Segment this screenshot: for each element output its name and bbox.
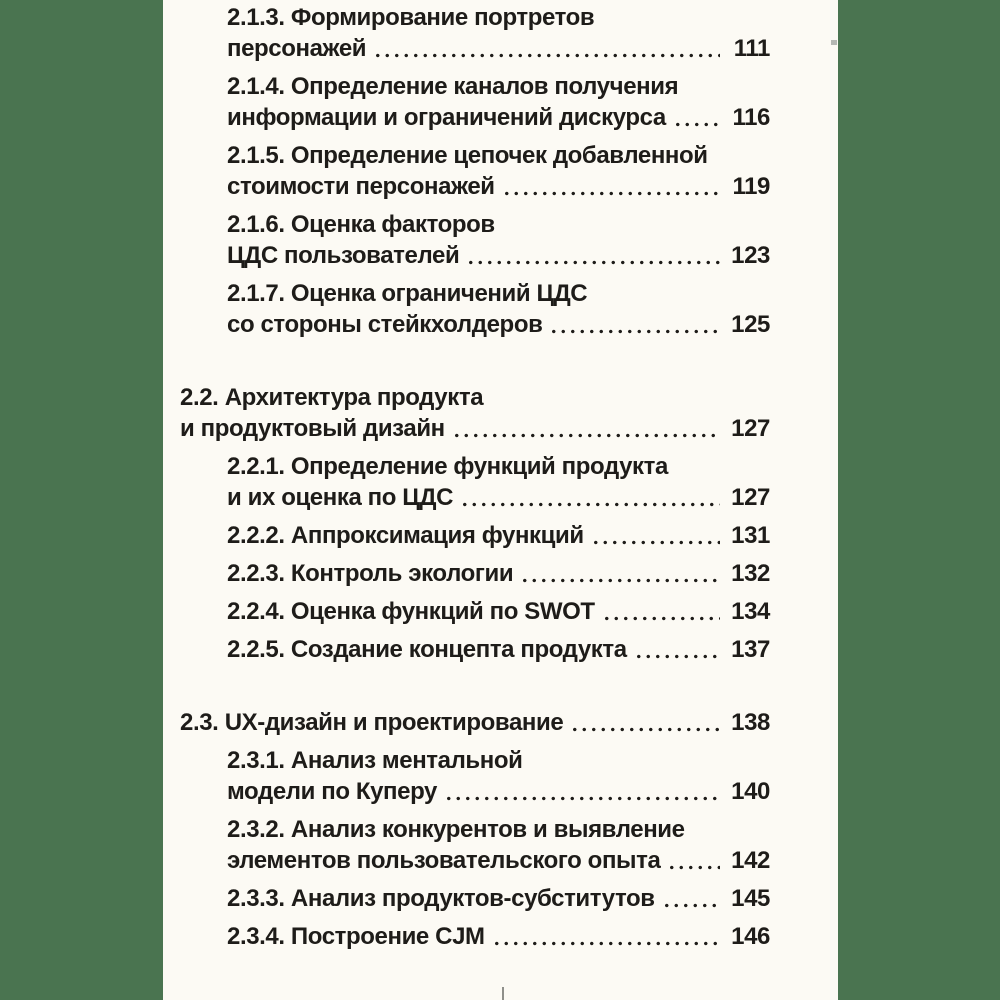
toc-line <box>227 171 770 202</box>
toc-entry <box>227 921 770 952</box>
dot-leader <box>444 795 720 802</box>
toc-entry-title: 2.3.1. Анализ ментальной <box>227 747 523 774</box>
dot-leader <box>667 864 720 871</box>
toc-entry-title: 2.2. Архитектура продукта <box>180 384 484 411</box>
toc-entry-title: и продуктовый дизайн <box>180 415 445 442</box>
toc-line <box>227 921 770 952</box>
toc-entry-title: со стороны стейкхолдеров <box>227 311 543 338</box>
page-number: 111 <box>733 35 770 62</box>
toc-entry-title: 2.3.4. Построение CJM <box>227 923 485 950</box>
page-number: 137 <box>731 636 770 663</box>
toc-entry-title: 2.2.1. Определение функций продукта <box>227 453 668 480</box>
dot-leader <box>549 328 720 335</box>
toc-line <box>227 776 770 807</box>
toc-entry-title: 2.3.3. Анализ продуктов-субститутов <box>227 885 655 912</box>
scan-artifact-speck <box>831 40 837 45</box>
page-number: 119 <box>732 173 770 200</box>
toc-entry-title: персонажей <box>227 35 367 62</box>
page-number: 116 <box>732 104 770 131</box>
toc-line <box>227 482 770 513</box>
page-number: 125 <box>731 311 770 338</box>
dot-leader <box>662 902 720 909</box>
toc-line <box>180 707 770 738</box>
page-number: 146 <box>731 923 770 950</box>
toc-line <box>227 102 770 133</box>
toc-line <box>227 33 770 64</box>
toc-entry-title: элементов пользовательского опыта <box>227 847 661 874</box>
page-number: 127 <box>731 415 770 442</box>
dot-leader <box>673 121 720 128</box>
toc-line <box>227 309 770 340</box>
toc-entry-title: 2.2.5. Создание концепта продукта <box>227 636 627 663</box>
toc-entry-title: 2.1.6. Оценка факторов <box>227 211 495 238</box>
toc-entry-title: 2.1.5. Определение цепочек добавленной <box>227 142 708 169</box>
toc-entry <box>227 634 770 665</box>
dot-leader <box>520 577 720 584</box>
page-number: 127 <box>731 484 770 511</box>
toc-line <box>180 413 770 444</box>
toc-line <box>227 451 770 482</box>
dot-leader <box>452 432 720 439</box>
toc-entry <box>227 745 770 807</box>
dot-leader <box>634 653 720 660</box>
toc-line <box>227 71 770 102</box>
toc-entry <box>227 451 770 513</box>
page-number: 142 <box>731 847 770 874</box>
toc-line <box>227 240 770 271</box>
page-number: 132 <box>731 560 770 587</box>
dot-leader <box>591 539 720 546</box>
toc-line <box>227 845 770 876</box>
toc-line <box>180 382 770 413</box>
dot-leader <box>492 940 720 947</box>
toc-entry-title: и их оценка по ЦДС <box>227 484 454 511</box>
toc-entry <box>227 71 770 133</box>
toc-line <box>227 745 770 776</box>
toc-entry <box>180 707 770 738</box>
toc-entry-title: информации и ограничений дискурса <box>227 104 666 131</box>
toc-entry <box>227 558 770 589</box>
toc-line <box>227 278 770 309</box>
page-number: 138 <box>731 709 770 736</box>
toc-entry-title: модели по Куперу <box>227 778 437 805</box>
dot-leader <box>570 726 720 733</box>
toc-line <box>227 209 770 240</box>
toc-entry-title: ЦДС пользователей <box>227 242 460 269</box>
dot-leader <box>466 259 720 266</box>
table-of-contents <box>180 2 770 952</box>
toc-line <box>227 634 770 665</box>
toc-entry-title: 2.2.2. Аппроксимация функций <box>227 522 584 549</box>
toc-entry-title: 2.1.7. Оценка ограничений ЦДС <box>227 280 588 307</box>
toc-line <box>227 814 770 845</box>
dot-leader <box>373 52 720 59</box>
toc-line <box>227 596 770 627</box>
book-page <box>163 0 838 1000</box>
scan-artifact-spine-mark <box>502 987 504 1000</box>
dot-leader <box>502 190 720 197</box>
toc-entry <box>227 883 770 914</box>
dot-leader <box>602 615 720 622</box>
toc-entry-title: 2.3. UX-дизайн и проектирование <box>180 709 564 736</box>
toc-entry <box>227 278 770 340</box>
page-number: 131 <box>731 522 770 549</box>
toc-line <box>227 2 770 33</box>
page-number: 123 <box>731 242 770 269</box>
toc-entry-title: 2.1.3. Формирование портретов <box>227 4 595 31</box>
toc-entry <box>227 2 770 64</box>
toc-entry <box>227 209 770 271</box>
toc-entry <box>227 814 770 876</box>
toc-entry <box>227 596 770 627</box>
page-number: 134 <box>731 598 770 625</box>
toc-line <box>227 140 770 171</box>
page-number: 140 <box>731 778 770 805</box>
toc-line <box>227 883 770 914</box>
page-number: 145 <box>731 885 770 912</box>
toc-line <box>227 558 770 589</box>
toc-entry <box>227 140 770 202</box>
toc-entry-title: стоимости персонажей <box>227 173 495 200</box>
toc-entry-title: 2.2.4. Оценка функций по SWOT <box>227 598 595 625</box>
toc-entry-title: 2.1.4. Определение каналов получения <box>227 73 679 100</box>
toc-entry <box>227 520 770 551</box>
toc-line <box>227 520 770 551</box>
toc-entry-title: 2.3.2. Анализ конкурентов и выявление <box>227 816 685 843</box>
toc-entry-title: 2.2.3. Контроль экологии <box>227 560 514 587</box>
toc-entry <box>180 382 770 444</box>
dot-leader <box>460 501 720 508</box>
